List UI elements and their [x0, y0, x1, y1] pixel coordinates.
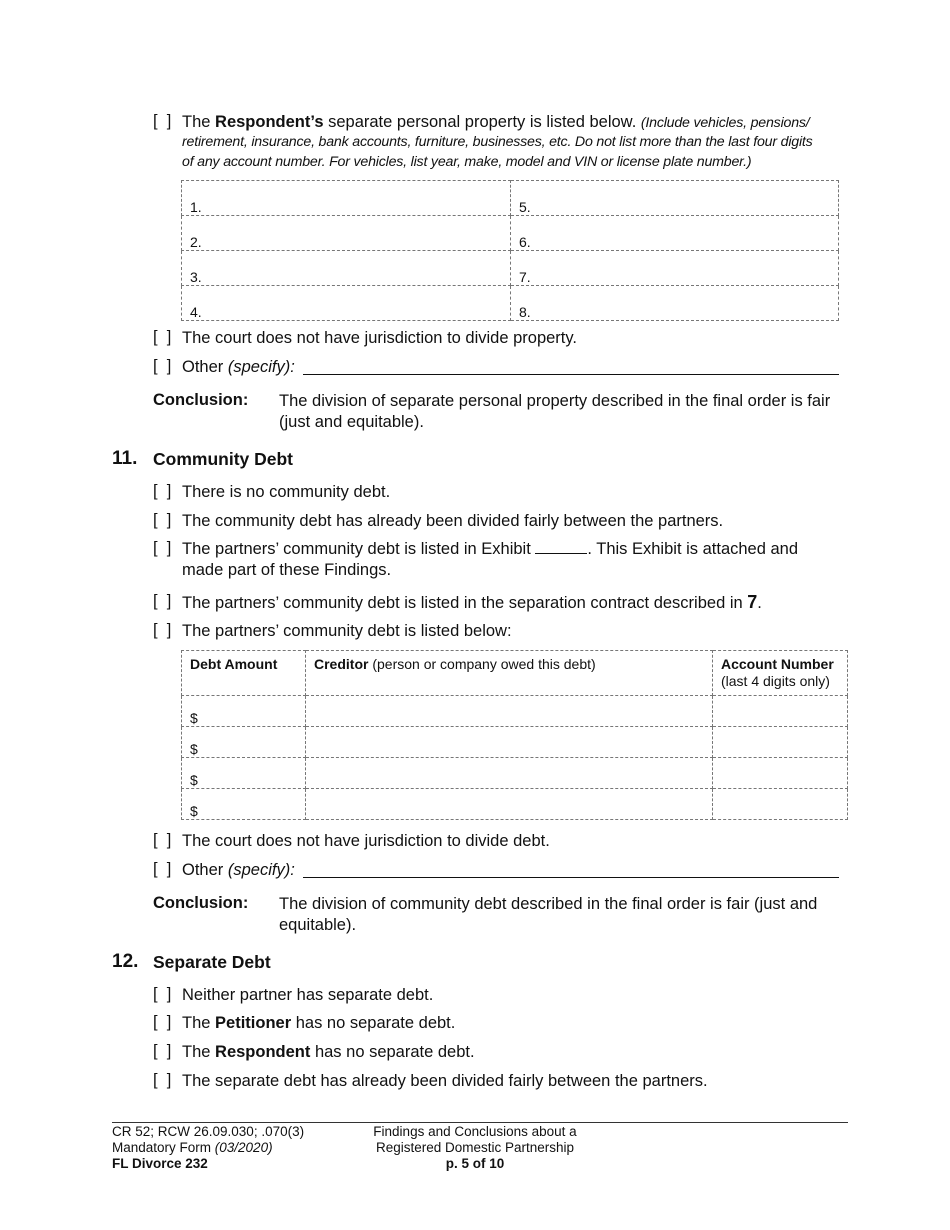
- account-cell[interactable]: [713, 696, 848, 727]
- other-label: Other: [182, 861, 228, 879]
- header-account-label: Account Number: [721, 656, 834, 672]
- debt-contract-pre: The partners’ community debt is listed in the separation contract described in: [182, 594, 748, 612]
- property-cell[interactable]: 7.: [511, 251, 839, 286]
- debt-amount-cell[interactable]: $: [182, 789, 306, 820]
- debt-none-text: There is no community debt.: [182, 483, 391, 501]
- resp-property-note-3: of any account number. For vehicles, list year, make, model and VIN or license plate number.): [182, 154, 752, 170]
- debt-contract-text: [182, 592, 762, 614]
- debt-exhibit-post: . This Exhibit is attached and: [587, 540, 799, 558]
- account-cell[interactable]: [713, 758, 848, 789]
- resp-property-pre: The: [182, 113, 216, 131]
- header-creditor: [306, 651, 713, 696]
- debt-below-checkbox[interactable]: [ ]: [153, 621, 172, 639]
- table-row: [182, 789, 848, 820]
- property-cell[interactable]: 6.: [511, 216, 839, 251]
- debt-below-text: The partners’ community debt is listed below:: [182, 622, 512, 640]
- account-cell[interactable]: [713, 727, 848, 758]
- resp-property-post: separate personal property is listed below.: [323, 113, 641, 131]
- header-debt-amount-label: Debt Amount: [190, 656, 278, 672]
- resp-property-table: [181, 180, 839, 321]
- header-account-note: (last 4 digits only): [721, 673, 830, 689]
- footer-page-number: p. 5 of 10: [445, 1156, 505, 1171]
- petitioner-pre: The: [182, 1014, 216, 1032]
- debt-other-input[interactable]: [303, 877, 839, 878]
- debt-divided-checkbox[interactable]: [ ]: [153, 511, 172, 529]
- debt-amount-cell[interactable]: $: [182, 696, 306, 727]
- footer-center: [355, 1124, 595, 1172]
- community-debt-table: [181, 650, 848, 820]
- debt-exhibit-text: [182, 539, 798, 560]
- table-header-row: [182, 651, 848, 696]
- property-cell[interactable]: 8.: [511, 286, 839, 321]
- resp-property-note-1: (Include vehicles, pensions/: [640, 115, 810, 131]
- property-other-input[interactable]: [303, 374, 839, 375]
- debt-no-jurisdiction-checkbox[interactable]: [ ]: [153, 831, 172, 849]
- resp-property-bold: Respondent’s: [215, 113, 324, 131]
- footer-form-title-2: Registered Domestic Partnership: [375, 1140, 575, 1155]
- footer-form-status: [112, 1140, 304, 1156]
- debt-divided-text: The community debt has already been divided fairly between the partners.: [182, 512, 724, 530]
- resp-property-note-2: retirement, insurance, bank accounts, furniture, businesses, etc. Do not list more than the last four digits: [182, 134, 813, 150]
- other-label: Other: [182, 358, 228, 376]
- header-creditor-note: (person or company owed this debt): [368, 656, 596, 672]
- contract-section-ref: 7: [747, 592, 758, 612]
- property-no-jurisdiction-text: The court does not have jurisdiction to divide property.: [182, 329, 577, 347]
- sep-debt-divided-checkbox[interactable]: [ ]: [153, 1071, 172, 1089]
- footer-form-id: FL Divorce 232: [112, 1156, 208, 1171]
- creditor-cell[interactable]: [306, 789, 713, 820]
- respondent-bold: Respondent: [215, 1043, 311, 1061]
- other-specify: (specify):: [227, 861, 295, 879]
- debt-amount-cell[interactable]: $: [182, 727, 306, 758]
- table-row: [182, 727, 848, 758]
- resp-property-statement: [182, 112, 842, 134]
- sep-debt-neither-checkbox[interactable]: [ ]: [153, 985, 172, 1003]
- sep-debt-divided-text: The separate debt has already been divided fairly between the partners.: [182, 1072, 708, 1090]
- creditor-cell[interactable]: [306, 727, 713, 758]
- debt-contract-checkbox[interactable]: [ ]: [153, 592, 172, 610]
- section-12-title: Separate Debt: [153, 952, 271, 972]
- respondent-pre: The: [182, 1043, 216, 1061]
- debt-conclusion-label: Conclusion:: [153, 894, 249, 912]
- table-row: [182, 216, 839, 251]
- sep-debt-respondent-checkbox[interactable]: [ ]: [153, 1042, 172, 1060]
- petitioner-bold: Petitioner: [215, 1014, 292, 1032]
- resp-property-checkbox[interactable]: [ ]: [153, 112, 172, 130]
- table-row: [182, 251, 839, 286]
- section-11-number: 11.: [112, 448, 138, 469]
- debt-other-label: [182, 860, 295, 881]
- property-cell[interactable]: 1.: [182, 181, 511, 216]
- property-cell[interactable]: 2.: [182, 216, 511, 251]
- debt-exhibit-pre: The partners’ community debt is listed in Exhibit: [182, 540, 536, 558]
- table-row: [182, 286, 839, 321]
- footer-left: [112, 1124, 304, 1172]
- property-conclusion-label: Conclusion:: [153, 391, 249, 409]
- footer-form-date: (03/2020): [214, 1140, 273, 1155]
- property-other-label: [182, 357, 295, 378]
- property-conclusion-text: The division of separate personal property described in the final order is fair (just and equitable).: [279, 392, 831, 431]
- table-row: [182, 181, 839, 216]
- petitioner-post: has no separate debt.: [291, 1014, 456, 1032]
- section-11-title: Community Debt: [153, 449, 293, 469]
- sep-debt-petitioner-checkbox[interactable]: [ ]: [153, 1013, 172, 1031]
- property-cell[interactable]: 3.: [182, 251, 511, 286]
- footer-divider: [112, 1122, 848, 1123]
- property-cell[interactable]: 5.: [511, 181, 839, 216]
- sep-debt-neither-text: Neither partner has separate debt.: [182, 986, 434, 1004]
- debt-exhibit-checkbox[interactable]: [ ]: [153, 539, 172, 557]
- exhibit-number-input[interactable]: [535, 539, 587, 554]
- debt-contract-end: .: [757, 594, 762, 612]
- header-debt-amount: [182, 651, 306, 696]
- debt-no-jurisdiction-text: The court does not have jurisdiction to divide debt.: [182, 832, 550, 850]
- respondent-post: has no separate debt.: [310, 1043, 475, 1061]
- debt-amount-cell[interactable]: $: [182, 758, 306, 789]
- table-row: [182, 758, 848, 789]
- creditor-cell[interactable]: [306, 696, 713, 727]
- debt-none-checkbox[interactable]: [ ]: [153, 482, 172, 500]
- account-cell[interactable]: [713, 789, 848, 820]
- sep-debt-respondent-text: [182, 1042, 475, 1063]
- other-specify: (specify):: [227, 358, 295, 376]
- property-no-jurisdiction-checkbox[interactable]: [ ]: [153, 328, 172, 346]
- debt-exhibit-text-2: made part of these Findings.: [182, 561, 392, 579]
- property-other-checkbox[interactable]: [ ]: [153, 357, 172, 375]
- property-cell[interactable]: 4.: [182, 286, 511, 321]
- footer-rule-citation: CR 52; RCW 26.09.030; .070(3): [112, 1124, 305, 1139]
- section-12-number: 12.: [112, 951, 139, 972]
- table-row: [182, 696, 848, 727]
- footer-form-title-1: Findings and Conclusions about a: [373, 1124, 577, 1139]
- debt-other-checkbox[interactable]: [ ]: [153, 860, 172, 878]
- footer-form-status-label: Mandatory Form: [112, 1140, 215, 1155]
- debt-conclusion-text: The division of community debt described in the final order is fair (just and equitable).: [279, 895, 818, 934]
- creditor-cell[interactable]: [306, 758, 713, 789]
- sep-debt-petitioner-text: [182, 1013, 455, 1034]
- header-account-number: [713, 651, 848, 696]
- header-creditor-label: Creditor: [314, 656, 369, 672]
